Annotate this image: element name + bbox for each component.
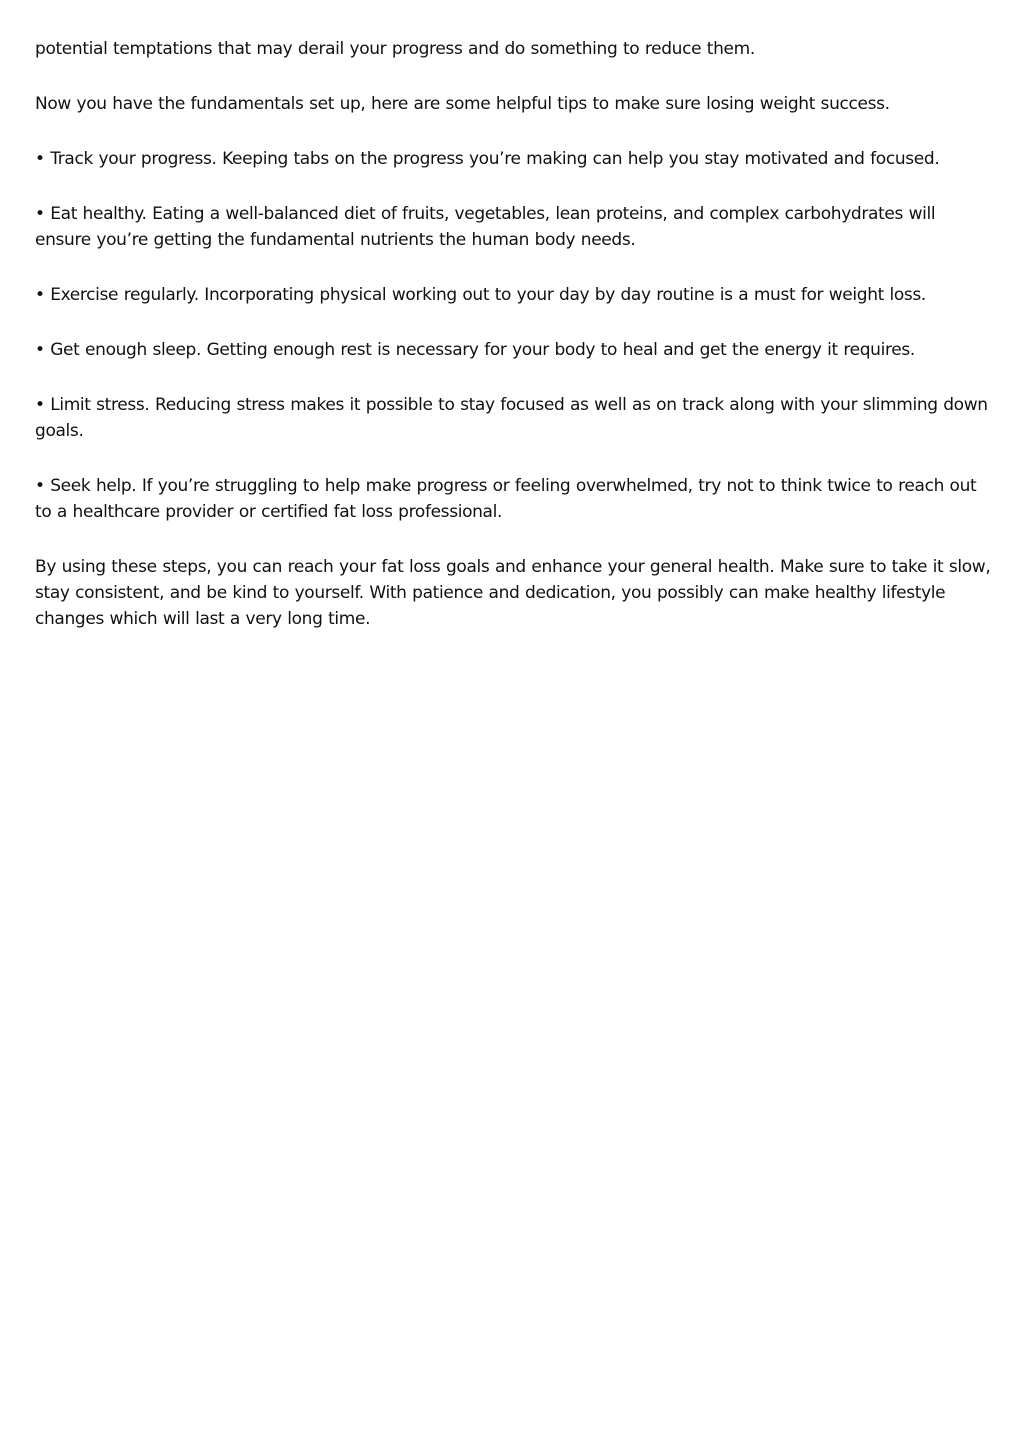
tip-seek-help: • Seek help. If you’re struggling to help make progress or feeling overwhelmed, try not to think twice to reach out to a healthcare provider or certified fat loss professional. — [35, 476, 977, 522]
document-body — [35, 36, 995, 661]
tip-eat-healthy: • Eat healthy. Eating a well-balanced diet of fruits, vegetables, lean proteins, and complex carbohydrates will ensure you’re getting the fundamental nutrients the human body needs. — [35, 204, 936, 250]
paragraph-intro-continuation: potential temptations that may derail your progress and do something to reduce them. — [35, 39, 755, 59]
paragraph-conclusion: By using these steps, you can reach your fat loss goals and enhance your general health. Make sure to take it slow, stay consistent, and be kind to yourself. With patience and dedication, you possibly can make healthy lifestyle changes which will last a very long time. — [35, 557, 991, 629]
tip-exercise-regularly: • Exercise regularly. Incorporating physical working out to your day by day routine is a must for weight loss. — [35, 285, 926, 305]
tip-limit-stress: • Limit stress. Reducing stress makes it possible to stay focused as well as on track along with your slimming down goals. — [35, 395, 988, 441]
tip-get-enough-sleep: • Get enough sleep. Getting enough rest is necessary for your body to heal and get the energy it requires. — [35, 340, 915, 360]
tip-track-progress: • Track your progress. Keeping tabs on the progress you’re making can help you stay motivated and focused. — [35, 149, 940, 169]
paragraph-tips-intro: Now you have the fundamentals set up, here are some helpful tips to make sure losing weight success. — [35, 94, 890, 114]
